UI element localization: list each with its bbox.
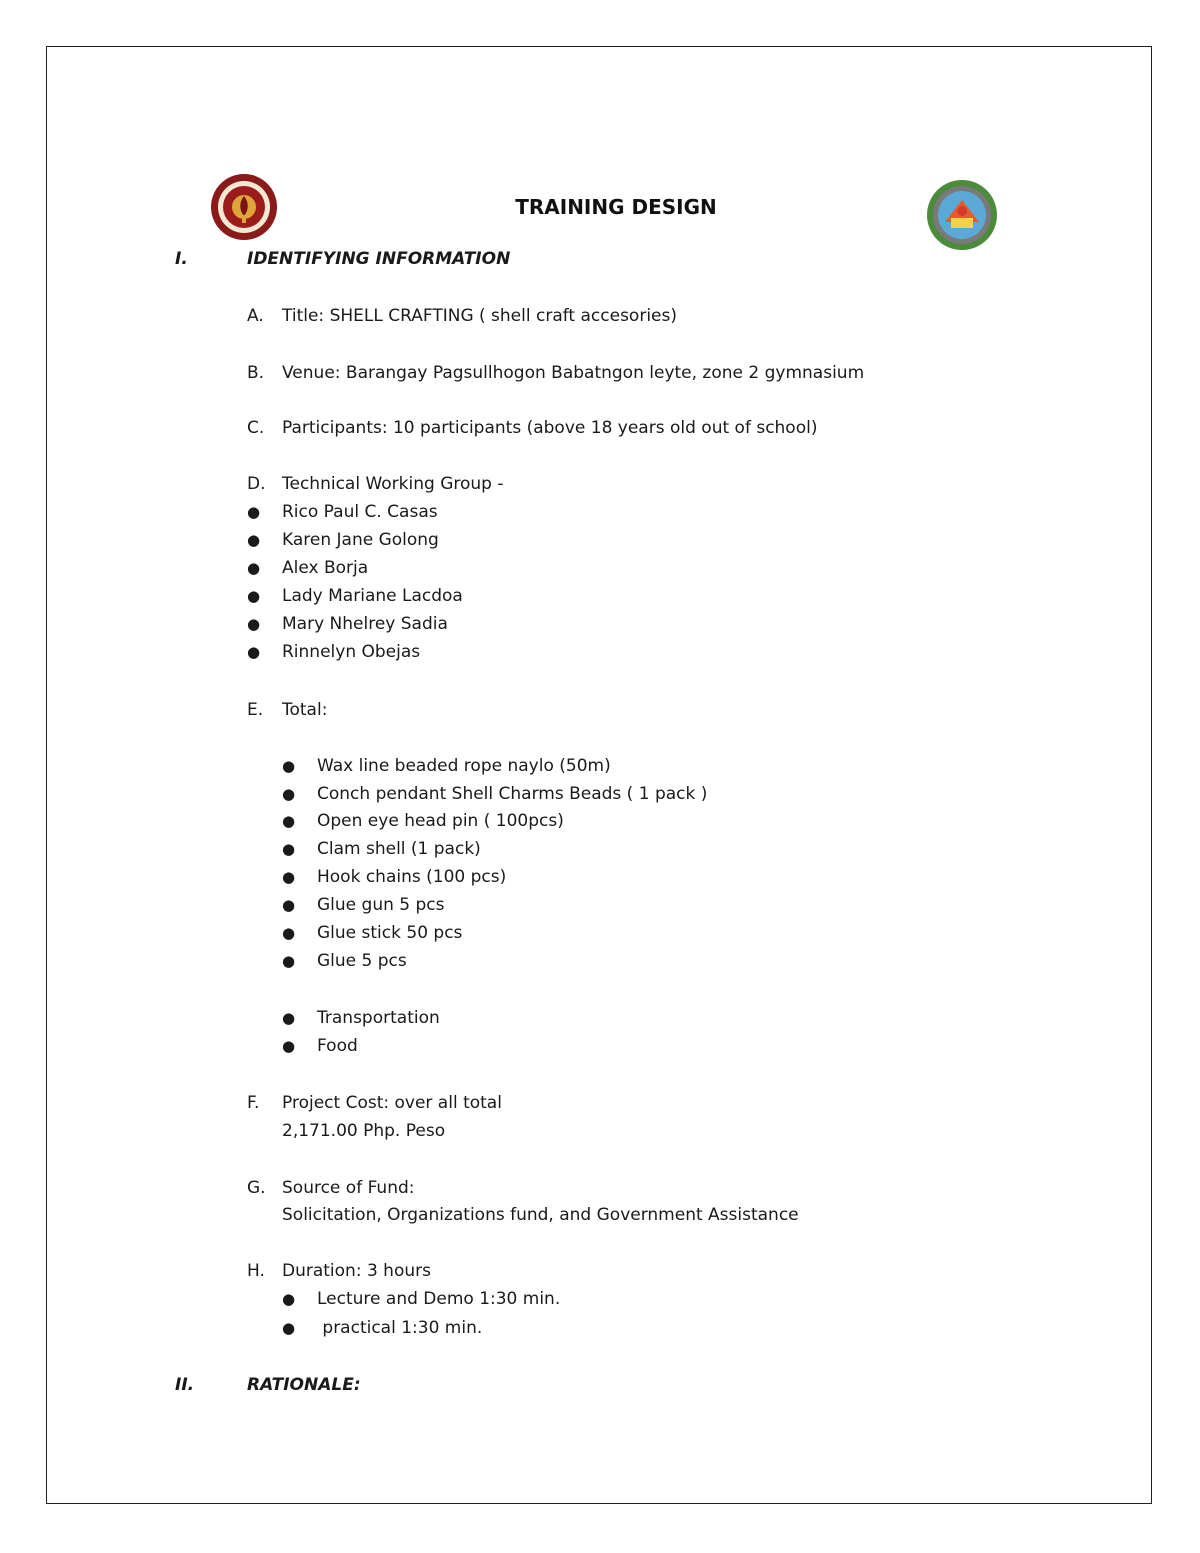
- bullet-icon: ●: [282, 840, 296, 858]
- bullet-icon: ●: [247, 503, 261, 521]
- material-item: Glue stick 50 pcs: [317, 923, 463, 943]
- bullet-icon: ●: [282, 1290, 296, 1308]
- item-h-marker: H.: [247, 1261, 265, 1281]
- member-item: Lady Mariane Lacdoa: [282, 586, 463, 606]
- other-cost-item: Transportation: [317, 1008, 440, 1028]
- bullet-icon: ●: [282, 952, 296, 970]
- member-item: Rinnelyn Obejas: [282, 642, 421, 662]
- section-1-heading: IDENTIFYING INFORMATION: [247, 249, 511, 269]
- bullet-icon: ●: [247, 559, 261, 577]
- section-1-numeral: I.: [175, 249, 188, 269]
- bullet-icon: ●: [282, 868, 296, 886]
- material-item: Wax line beaded rope naylo (50m): [317, 756, 611, 776]
- bullet-icon: ●: [282, 757, 296, 775]
- duration-part: practical 1:30 min.: [317, 1318, 483, 1338]
- member-item: Karen Jane Golong: [282, 530, 439, 550]
- member-item: Rico Paul C. Casas: [282, 502, 438, 522]
- member-item: Mary Nhelrey Sadia: [282, 614, 448, 634]
- material-item: Glue 5 pcs: [317, 951, 407, 971]
- item-f-project-cost: Project Cost: over all total: [282, 1093, 502, 1113]
- item-h-duration: Duration: 3 hours: [282, 1261, 431, 1281]
- bullet-icon: ●: [282, 896, 296, 914]
- material-item: Hook chains (100 pcs): [317, 867, 507, 887]
- item-g-fund-value: Solicitation, Organizations fund, and Government Assistance: [282, 1205, 799, 1225]
- bullet-icon: ●: [247, 615, 261, 633]
- bullet-icon: ●: [282, 1037, 296, 1055]
- document-title: TRAINING DESIGN: [515, 195, 717, 219]
- item-c-marker: C.: [247, 418, 265, 438]
- item-a-marker: A.: [247, 306, 264, 326]
- material-item: Clam shell (1 pack): [317, 839, 481, 859]
- other-cost-item: Food: [317, 1036, 358, 1056]
- material-item: Open eye head pin ( 100pcs): [317, 811, 564, 831]
- item-b-venue: Venue: Barangay Pagsullhogon Babatngon leyte, zone 2 gymnasium: [282, 363, 865, 383]
- bullet-icon: ●: [282, 785, 296, 803]
- item-d-marker: D.: [247, 474, 266, 494]
- section-2-heading: RATIONALE:: [247, 1375, 361, 1395]
- bullet-icon: ●: [282, 1009, 296, 1027]
- member-item: Alex Borja: [282, 558, 369, 578]
- material-item: Glue gun 5 pcs: [317, 895, 445, 915]
- item-f-marker: F.: [247, 1093, 260, 1113]
- item-c-participants: Participants: 10 participants (above 18 years old out of school): [282, 418, 818, 438]
- bullet-icon: ●: [247, 587, 261, 605]
- item-a-title: Title: SHELL CRAFTING ( shell craft accesories): [282, 306, 677, 326]
- item-e-total: Total:: [282, 700, 328, 720]
- item-b-marker: B.: [247, 363, 265, 383]
- bullet-icon: ●: [247, 531, 261, 549]
- bullet-icon: ●: [247, 643, 261, 661]
- duration-part: Lecture and Demo 1:30 min.: [317, 1289, 561, 1309]
- bullet-icon: ●: [282, 812, 296, 830]
- item-d-heading: Technical Working Group -: [282, 474, 504, 494]
- bullet-icon: ●: [282, 924, 296, 942]
- section-2-numeral: II.: [175, 1375, 195, 1395]
- item-g-marker: G.: [247, 1178, 266, 1198]
- item-g-source-of-fund: Source of Fund:: [282, 1178, 415, 1198]
- material-item: Conch pendant Shell Charms Beads ( 1 pack ): [317, 784, 708, 804]
- bullet-icon: ●: [282, 1319, 296, 1337]
- item-e-marker: E.: [247, 700, 264, 720]
- item-f-cost-value: 2,171.00 Php. Peso: [282, 1121, 446, 1141]
